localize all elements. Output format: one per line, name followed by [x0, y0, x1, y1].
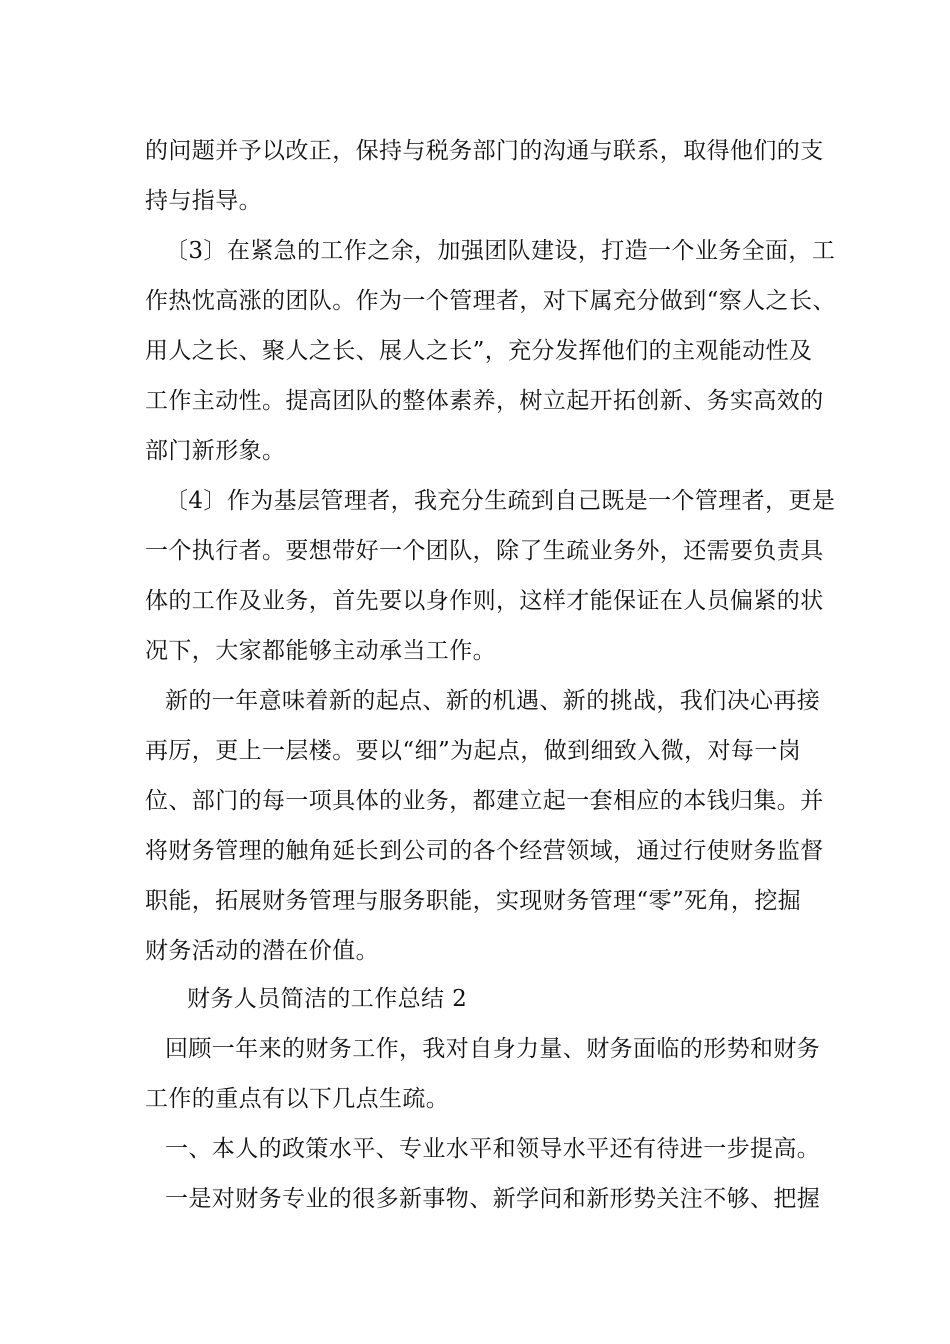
body-line: 部门新形象。 — [145, 438, 286, 464]
body-line: 况下，大家都能够主动承当工作。 — [145, 638, 496, 664]
body-line: 工作的重点有以下几点生疏。 — [145, 1086, 450, 1112]
body-line: 的问题并予以改正，保持与税务部门的沟通与联系，取得他们的支 — [145, 138, 824, 164]
paragraph-line: 回顾一年来的财务工作，我对自身力量、财务面临的形势和财务 — [165, 1036, 821, 1062]
body-line: 作热忱高涨的团队。作为一个管理者，对下属充分做到“察人之长、 — [145, 288, 836, 314]
body-line: 体的工作及业务，首先要以身作则，这样才能保证在人员偏紧的状 — [145, 588, 824, 614]
paragraph-line: 新的一年意味着新的起点、新的机遇、新的挑战，我们决心再接 — [165, 688, 821, 714]
body-line: 位、部门的每一项具体的业务，都建立起一套相应的本钱归集。并 — [145, 788, 824, 814]
paragraph-line: 一、本人的政策水平、专业水平和领导水平还有待进一步提高。 — [165, 1136, 821, 1162]
body-line: 将财务管理的触角延长到公司的各个经营领域，通过行使财务监督 — [145, 838, 824, 864]
body-line: 再厉，更上一层楼。要以“细”为起点，做到细致入微，对每一岗 — [145, 738, 802, 764]
paragraph-line: 〔3〕在紧急的工作之余，加强团队建设，打造一个业务全面，工 — [165, 238, 836, 264]
body-line: 财务活动的潜在价值。 — [145, 938, 379, 964]
body-line: 用人之长、聚人之长、展人之长”，充分发挥他们的主观能动性及 — [145, 338, 813, 364]
body-line: 职能，拓展财务管理与服务职能，实现财务管理“零”死角，挖掘 — [145, 888, 802, 914]
body-line: 工作主动性。提高团队的整体素养，树立起开拓创新、务实高效的 — [145, 388, 824, 414]
paragraph-line: 〔4〕作为基层管理者，我充分生疏到自己既是一个管理者，更是 — [165, 488, 836, 514]
body-line: 持与指导。 — [145, 188, 262, 214]
paragraph-line: 一是对财务专业的很多新事物、新学问和新形势关注不够、把握 — [165, 1186, 821, 1212]
section-heading: 财务人员简洁的工作总结 2 — [187, 986, 468, 1012]
body-line: 一个执行者。要想带好一个团队，除了生疏业务外，还需要负责具 — [145, 538, 824, 564]
